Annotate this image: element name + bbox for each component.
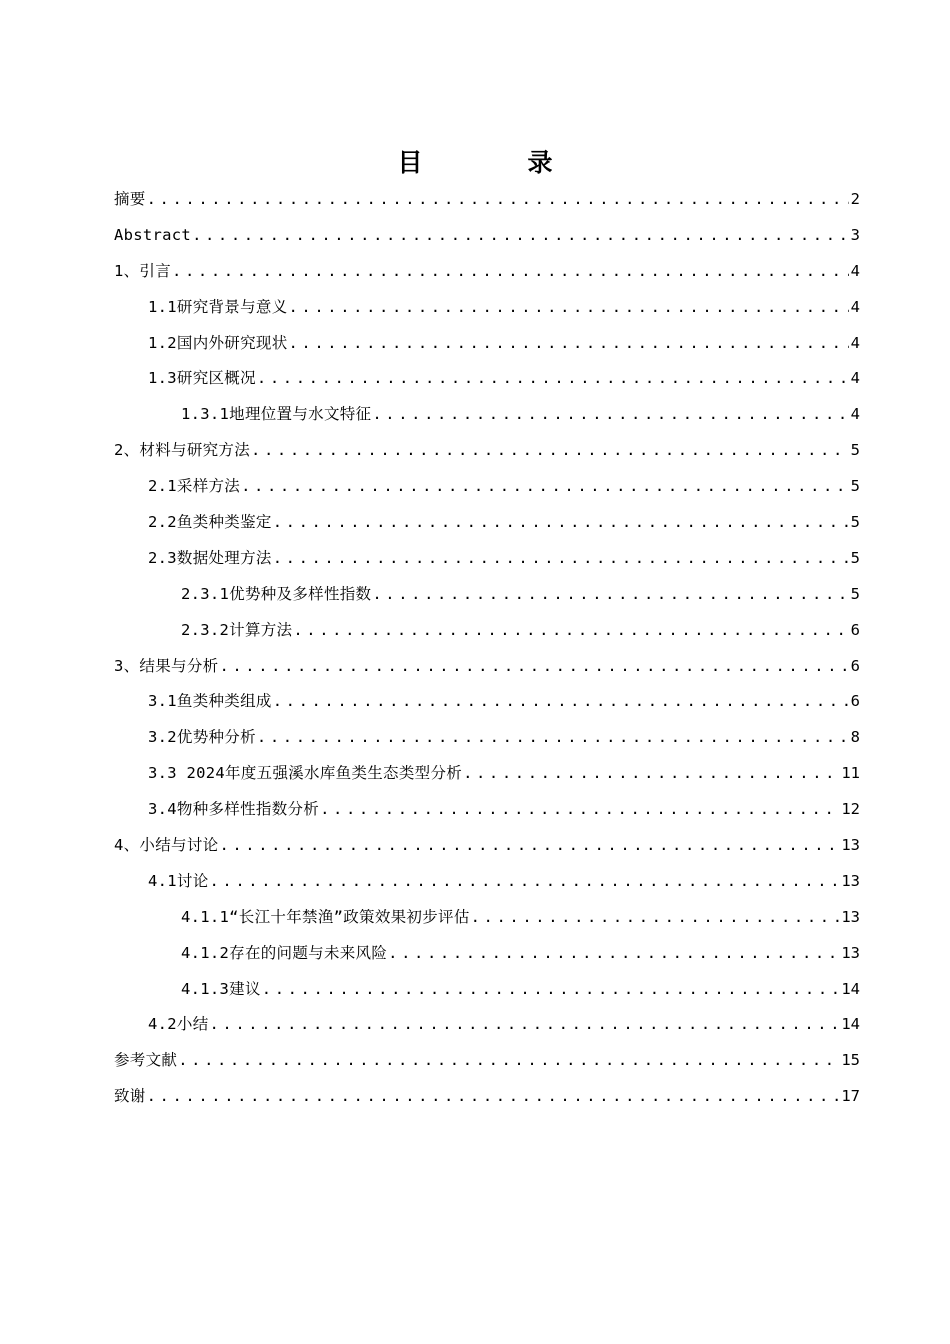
toc-title: 目 录 — [397, 148, 593, 177]
toc-dot-leader — [219, 649, 848, 685]
toc-entry[interactable] — [114, 326, 860, 362]
toc-entry-page: 4 — [850, 369, 860, 388]
toc-entry[interactable] — [114, 577, 860, 613]
toc-dot-leader — [147, 182, 849, 218]
toc-entry-page: 4 — [850, 297, 860, 316]
toc-entry-page: 13 — [841, 836, 860, 855]
toc-entry-label: 3、结果与分析 — [114, 656, 219, 675]
toc-dot-leader — [289, 290, 849, 326]
toc-entry[interactable] — [114, 1043, 860, 1079]
toc-entry-page: 11 — [841, 764, 860, 783]
toc-entry-label: 1.2国内外研究现状 — [148, 333, 288, 352]
toc-dot-leader — [273, 684, 849, 720]
toc-entry[interactable] — [114, 649, 860, 685]
toc-dot-leader — [210, 864, 840, 900]
toc-entry[interactable] — [114, 720, 860, 756]
toc-entry-label: 1.3.1地理位置与水文特征 — [181, 405, 372, 424]
toc-entry-label: 2.2鱼类种类鉴定 — [148, 513, 272, 532]
toc-entry-label: 2.3.2计算方法 — [181, 620, 293, 639]
toc-dot-leader — [251, 433, 849, 469]
toc-entry[interactable] — [114, 828, 860, 864]
toc-dot-leader — [463, 756, 839, 792]
toc-entry-page: 5 — [850, 441, 860, 460]
toc-entry[interactable] — [114, 1079, 860, 1115]
toc-entry-page: 4 — [850, 333, 860, 352]
toc-entry[interactable] — [114, 541, 860, 577]
toc-entry-page: 5 — [850, 513, 860, 532]
toc-entry[interactable] — [114, 756, 860, 792]
toc-entry-label: 2.1采样方法 — [148, 477, 241, 496]
toc-entry-label: 4.1.1“长江十年禁渔”政策效果初步评估 — [181, 907, 470, 926]
toc-entry-page: 14 — [841, 979, 860, 998]
toc-entry-page: 13 — [841, 871, 860, 890]
toc-entry-label: 3.3 2024年度五强溪水库鱼类生态类型分析 — [148, 764, 463, 783]
toc-dot-leader — [257, 720, 849, 756]
toc-entry-label: 致谢 — [114, 1087, 146, 1106]
toc-entry-page: 4 — [850, 261, 860, 280]
toc-entry-label: 3.4物种多样性指数分析 — [148, 800, 320, 819]
toc-entry-label: 4.2小结 — [148, 1015, 209, 1034]
toc-entry-label: 参考文献 — [114, 1051, 178, 1070]
toc-entry-page: 4 — [850, 405, 860, 424]
toc-entry[interactable] — [114, 361, 860, 397]
toc-dot-leader — [241, 469, 849, 505]
toc-entry-label: 摘要 — [114, 190, 146, 208]
toc-entry-label: 2.3.1优势种及多样性指数 — [181, 584, 372, 603]
toc-entry-label: Abstract — [114, 225, 192, 244]
toc-entry[interactable] — [114, 397, 860, 433]
toc-dot-leader — [372, 577, 848, 613]
toc-entry-page: 6 — [850, 656, 860, 675]
toc-dot-leader — [372, 397, 848, 433]
toc-entry-label: 4、小结与讨论 — [114, 836, 219, 855]
toc-dot-leader — [257, 361, 849, 397]
toc-entry-page: 14 — [841, 1015, 860, 1034]
toc-entry[interactable] — [114, 433, 860, 469]
toc-entry[interactable] — [114, 254, 860, 290]
toc-entry[interactable] — [114, 469, 860, 505]
toc-entry-label: 1.3研究区概况 — [148, 369, 256, 388]
toc-entry-label: 4.1.3建议 — [181, 979, 261, 998]
toc-entry[interactable] — [114, 684, 860, 720]
toc-entry-label: 1、引言 — [114, 261, 172, 280]
toc-entry-page: 6 — [850, 620, 860, 639]
toc-entry-page: 13 — [841, 943, 860, 962]
toc-entry-page: 2 — [850, 190, 860, 208]
toc-dot-leader — [289, 326, 849, 362]
toc-dot-leader — [388, 936, 839, 972]
toc-entry-page: 12 — [841, 800, 860, 819]
toc-entry[interactable] — [114, 290, 860, 326]
toc-dot-leader — [210, 1007, 840, 1043]
toc-dot-leader — [320, 792, 839, 828]
toc-entry[interactable] — [114, 900, 860, 936]
toc-entry[interactable] — [114, 936, 860, 972]
toc-entry-label: 2.3数据处理方法 — [148, 548, 272, 567]
toc-entry[interactable] — [114, 1007, 860, 1043]
toc-entry[interactable] — [114, 182, 860, 218]
toc-dot-leader — [219, 828, 839, 864]
toc-entry-page: 8 — [850, 728, 860, 747]
toc-entry-label: 4.1讨论 — [148, 871, 209, 890]
toc-entry-page: 5 — [850, 584, 860, 603]
table-of-contents — [114, 182, 860, 1115]
toc-entry-page: 15 — [841, 1051, 860, 1070]
toc-entry-label: 3.2优势种分析 — [148, 728, 256, 747]
toc-entry-page: 6 — [850, 692, 860, 711]
toc-dot-leader — [147, 1079, 840, 1115]
toc-entry-label: 4.1.2存在的问题与未来风险 — [181, 943, 388, 962]
toc-dot-leader — [471, 900, 840, 936]
toc-entry[interactable] — [114, 218, 860, 254]
toc-entry-page: 13 — [841, 907, 860, 926]
toc-entry[interactable] — [114, 792, 860, 828]
toc-entry[interactable] — [114, 613, 860, 649]
toc-entry-page: 5 — [850, 477, 860, 496]
toc-dot-leader — [192, 218, 849, 254]
toc-dot-leader — [273, 541, 849, 577]
toc-entry-page: 17 — [841, 1087, 860, 1106]
toc-entry[interactable] — [114, 505, 860, 541]
toc-dot-leader — [172, 254, 849, 290]
toc-entry-label: 3.1鱼类种类组成 — [148, 692, 272, 711]
toc-entry[interactable] — [114, 864, 860, 900]
toc-entry-page: 5 — [850, 548, 860, 567]
toc-entry[interactable] — [114, 972, 860, 1008]
toc-entry-label: 2、材料与研究方法 — [114, 441, 251, 460]
toc-dot-leader — [273, 505, 849, 541]
toc-entry-label: 1.1研究背景与意义 — [148, 297, 288, 316]
toc-entry-page: 3 — [850, 225, 860, 244]
toc-dot-leader — [262, 972, 840, 1008]
toc-dot-leader — [293, 613, 848, 649]
toc-dot-leader — [178, 1043, 839, 1079]
